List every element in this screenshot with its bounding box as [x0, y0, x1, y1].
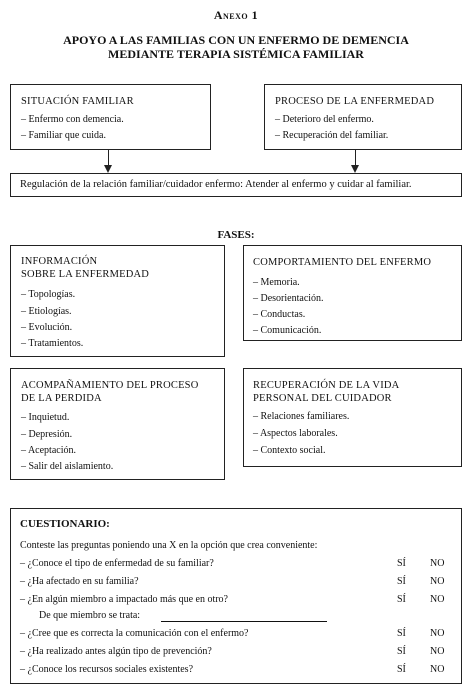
- annex-label: Anexo 1: [213, 8, 259, 22]
- title-line: DE LA PERDIDA: [21, 393, 102, 404]
- question-4: – ¿Cree que es correcta la comunicación con el enfermo?: [20, 628, 249, 639]
- question-5: – ¿Ha realizado antes algún tipo de prevención?: [20, 646, 212, 657]
- list-item: – Conductas.: [253, 309, 306, 320]
- list-item: – Contexto social.: [253, 445, 326, 456]
- list-item: – Relaciones familiares.: [253, 411, 350, 422]
- list-item: – Memoria.: [253, 277, 300, 288]
- question-6: – ¿Conoce los recursos sociales existentes?: [20, 664, 194, 675]
- list-item: – Tratamientos.: [21, 338, 84, 349]
- title-line-2: MEDIANTE TERAPIA SISTÉMICA FAMILIAR: [108, 47, 364, 61]
- title-line: PERSONAL DEL CUIDADOR: [253, 393, 392, 404]
- question-2: – ¿Ha afectado en su familia?: [20, 576, 139, 587]
- yes-option[interactable]: SÍ: [397, 664, 406, 675]
- list-item: – Aspectos laborales.: [253, 428, 338, 439]
- list-item: – Enfermo con demencia.: [21, 114, 124, 125]
- member-answer-field[interactable]: [161, 621, 327, 622]
- regulation-box: [10, 173, 462, 197]
- no-option[interactable]: NO: [430, 576, 445, 587]
- phases-title: FASES:: [217, 229, 255, 241]
- arrow-down-icon: [104, 165, 112, 173]
- disease-process-box: [264, 84, 462, 150]
- yes-option[interactable]: SÍ: [397, 646, 406, 657]
- no-option[interactable]: NO: [430, 646, 445, 657]
- phase-information-title: [21, 255, 149, 281]
- questionnaire-instruction: Conteste las preguntas poniendo una X en la opción que crea conveniente:: [20, 540, 318, 551]
- phase-recovery-box: [243, 368, 462, 467]
- phase-recovery-title: [253, 379, 399, 405]
- title-line: SOBRE LA ENFERMEDAD: [21, 269, 150, 280]
- member-label: De que miembro se trata:: [39, 610, 141, 621]
- list-item: – Depresión.: [21, 429, 73, 440]
- no-option[interactable]: NO: [430, 594, 445, 605]
- list-item: – Salir del aislamiento.: [21, 461, 114, 472]
- yes-option[interactable]: SÍ: [397, 558, 406, 569]
- questionnaire-title: CUESTIONARIO:: [20, 518, 110, 530]
- title-line-1: APOYO A LAS FAMILIAS CON UN ENFERMO DE DEMENCIA: [63, 33, 409, 47]
- title-line: ACOMPAÑAMIENTO DEL PROCESO: [21, 380, 199, 391]
- title-line: RECUPERACIÓN DE LA VIDA: [253, 380, 400, 391]
- yes-option[interactable]: SÍ: [397, 628, 406, 639]
- family-situation-title: SITUACIÓN FAMILIAR: [21, 96, 134, 107]
- question-3: – ¿En algún miembro a impactado más que en otro?: [20, 594, 228, 605]
- phase-accompaniment-title: [21, 379, 199, 405]
- list-item: – Recuperación del familiar.: [275, 130, 389, 141]
- questionnaire-box: [10, 508, 462, 684]
- list-item: – Inquietud.: [21, 412, 70, 423]
- list-item: – Etiologías.: [21, 306, 72, 317]
- regulation-text: Regulación de la relación familiar/cuidador enfermo: Atender al enfermo y cuidar al familiar.: [20, 179, 412, 190]
- list-item: – Deterioro del enfermo.: [275, 114, 374, 125]
- yes-option[interactable]: SÍ: [397, 594, 406, 605]
- phase-behavior-box: [243, 245, 462, 341]
- phase-information-box: [10, 245, 225, 357]
- document-title: [0, 33, 472, 61]
- list-item: – Topologías.: [21, 289, 76, 300]
- arrow-down-icon: [351, 165, 359, 173]
- list-item: – Familiar que cuida.: [21, 130, 106, 141]
- phase-accompaniment-box: [10, 368, 225, 480]
- yes-option[interactable]: SÍ: [397, 576, 406, 587]
- family-situation-box: [10, 84, 211, 150]
- list-item: – Evolución.: [21, 322, 73, 333]
- title-line: INFORMACIÓN: [21, 256, 98, 267]
- phase-behavior-title: COMPORTAMIENTO DEL ENFERMO: [253, 257, 432, 268]
- no-option[interactable]: NO: [430, 558, 445, 569]
- no-option[interactable]: NO: [430, 664, 445, 675]
- list-item: – Aceptación.: [21, 445, 76, 456]
- list-item: – Desorientación.: [253, 293, 324, 304]
- question-1: – ¿Conoce el tipo de enfermedad de su familiar?: [20, 558, 214, 569]
- list-item: – Comunicación.: [253, 325, 322, 336]
- disease-process-title: PROCESO DE LA ENFERMEDAD: [275, 96, 435, 107]
- no-option[interactable]: NO: [430, 628, 445, 639]
